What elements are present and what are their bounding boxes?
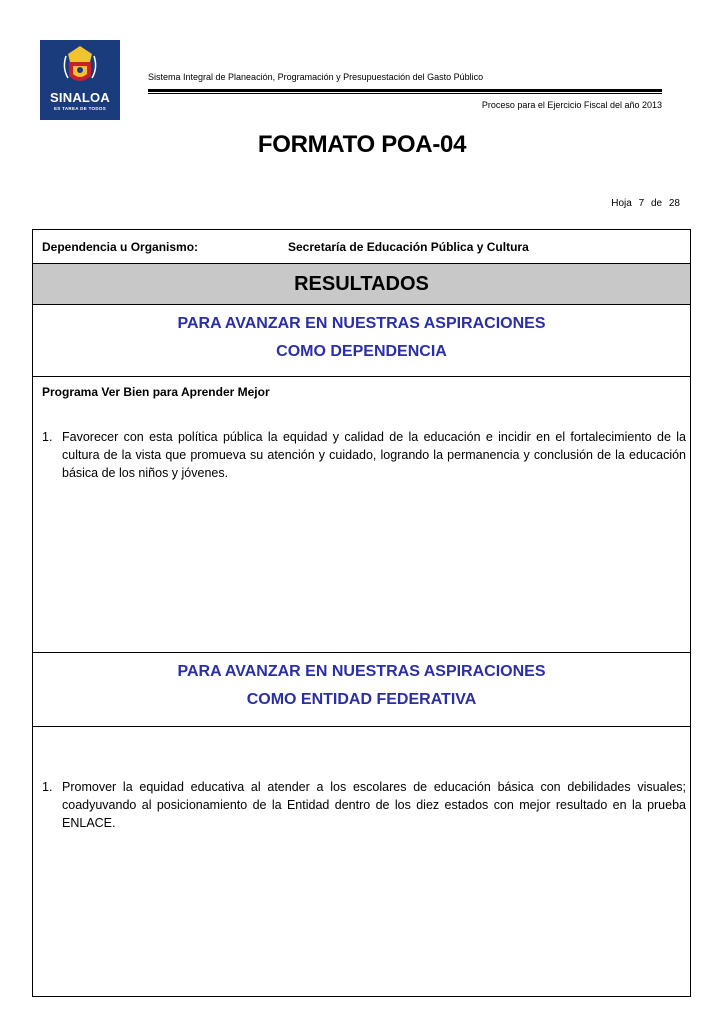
section-entity-heading: [33, 658, 690, 714]
sheet-counter: [611, 198, 680, 209]
divider: [33, 652, 690, 653]
list-item: [42, 428, 686, 482]
section-dependency-heading: [33, 310, 690, 366]
logo-name: SINALOA: [50, 90, 110, 105]
dependency-value: Secretaría de Educación Pública y Cultura: [288, 240, 529, 254]
form-title: [0, 131, 720, 159]
header-rule-thin: [148, 93, 662, 94]
list-item: [42, 778, 686, 832]
system-title: Sistema Integral de Planeación, Programación y Presupuestación del Gasto Público: [148, 72, 484, 82]
item-number: 1.: [42, 780, 53, 794]
divider: [33, 376, 690, 377]
process-label: Proceso para el Ejercicio Fiscal del año 2013: [481, 100, 662, 110]
form-title-text: FORMATO POA-04: [257, 131, 467, 158]
section-dependency-line1: PARA AVANZAR EN NUESTRAS ASPIRACIONES: [177, 315, 546, 332]
item-text: Promover la equidad educativa al atender a los escolares de educación básica con debilidades visuales; coadyuvando al posicionamiento de la Entidad dentro de los diez estados con mejor resultado en la prueba ENLACE.: [62, 780, 686, 830]
results-heading: RESULTADOS: [33, 264, 690, 305]
section-dependency-line2: COMO DEPENDENCIA: [276, 343, 447, 360]
program-title: Programa Ver Bien para Aprender Mejor: [42, 385, 270, 399]
sinaloa-logo: [40, 40, 120, 120]
logo-tagline: ES TAREA DE TODOS: [53, 106, 107, 111]
header-rule: [148, 89, 662, 92]
sheet-of: de: [650, 198, 663, 209]
dependency-label: Dependencia u Organismo:: [42, 240, 199, 254]
sheet-total: 28: [668, 198, 680, 209]
item-number: 1.: [42, 430, 53, 444]
dependency-row: [33, 230, 690, 264]
item-text: Favorecer con esta política pública la equidad y calidad de la educación e incidir en el fortalecimiento de la cultura de la vista que promueva su atención y cuidado, logrando la permanencia y conclusión de la educación básica de los niños y jóvenes.: [62, 430, 686, 480]
section-entity-line1: PARA AVANZAR EN NUESTRAS ASPIRACIONES: [177, 663, 546, 680]
sheet-page: 7: [638, 198, 645, 209]
divider: [33, 726, 690, 727]
section-entity-line2: COMO ENTIDAD FEDERATIVA: [246, 691, 477, 708]
sheet-label: Hoja: [611, 198, 632, 209]
form-frame: [32, 229, 691, 997]
